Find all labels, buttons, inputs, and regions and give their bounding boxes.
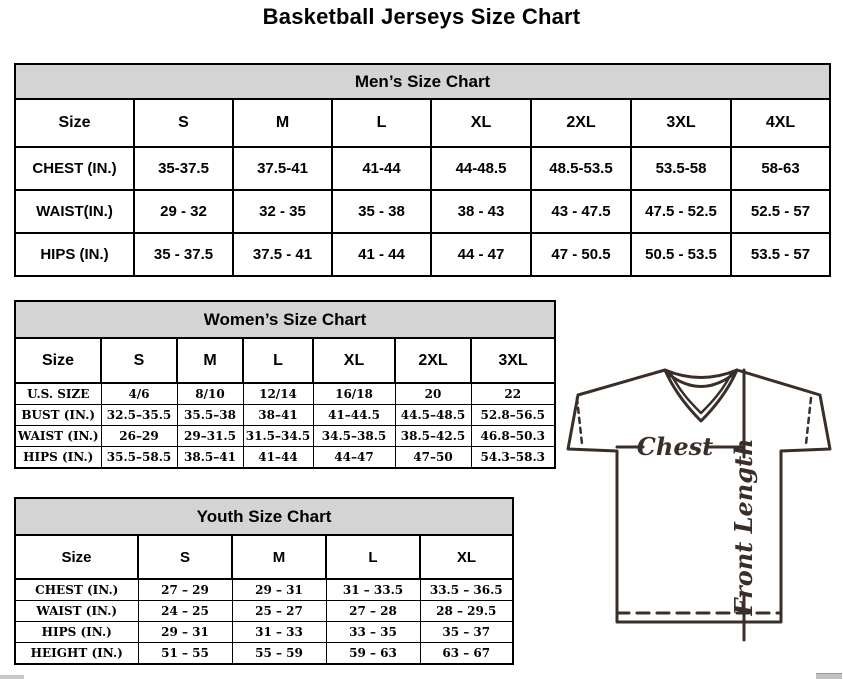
col-header: XL bbox=[420, 535, 513, 579]
right-cuff-dashed-seam bbox=[806, 398, 811, 444]
cell: 41–44.5 bbox=[313, 405, 395, 426]
cell: 28 – 29.5 bbox=[420, 601, 513, 622]
cell: 44.5–48.5 bbox=[395, 405, 471, 426]
cell: 37.5 - 41 bbox=[233, 233, 332, 276]
youth-size-chart-table bbox=[14, 497, 514, 665]
cell: 27 – 28 bbox=[326, 601, 420, 622]
cell: 35 - 37.5 bbox=[134, 233, 233, 276]
row-label: BUST (IN.) bbox=[15, 405, 101, 426]
cell: 52.8–56.5 bbox=[471, 405, 555, 426]
col-header: L bbox=[326, 535, 420, 579]
scrollbar-fragment-left[interactable] bbox=[0, 675, 24, 679]
cell: 35 - 38 bbox=[332, 190, 431, 233]
col-header: 3XL bbox=[471, 338, 555, 383]
size-header-cell: Size bbox=[15, 535, 138, 579]
table-row bbox=[15, 426, 555, 447]
column-header-row bbox=[15, 535, 513, 579]
cell: 33 – 35 bbox=[326, 622, 420, 643]
col-header: 3XL bbox=[631, 99, 731, 147]
cell: 31 – 33.5 bbox=[326, 579, 420, 601]
cell: 35.5–38 bbox=[177, 405, 243, 426]
cell: 44–47 bbox=[313, 447, 395, 469]
table-row bbox=[15, 383, 555, 405]
left-cuff-dashed-seam bbox=[577, 398, 582, 444]
col-header: S bbox=[134, 99, 233, 147]
cell: 35 – 37 bbox=[420, 622, 513, 643]
cell: 27 – 29 bbox=[138, 579, 232, 601]
cell: 59 – 63 bbox=[326, 643, 420, 665]
cell: 41–44 bbox=[243, 447, 313, 469]
row-label: HEIGHT (IN.) bbox=[15, 643, 138, 665]
cell: 12/14 bbox=[243, 383, 313, 405]
front-length-label: Front Length bbox=[729, 438, 758, 616]
jersey-collar-top-arc bbox=[665, 370, 737, 378]
column-header-row bbox=[15, 99, 830, 147]
table-row bbox=[15, 447, 555, 469]
jersey-measurement-diagram bbox=[555, 355, 843, 679]
col-header: S bbox=[101, 338, 177, 383]
cell: 47 - 50.5 bbox=[531, 233, 631, 276]
cell: 48.5-53.5 bbox=[531, 147, 631, 190]
row-label: WAIST (IN.) bbox=[15, 601, 138, 622]
cell: 26–29 bbox=[101, 426, 177, 447]
col-header: 2XL bbox=[395, 338, 471, 383]
cell: 47.5 - 52.5 bbox=[631, 190, 731, 233]
cell: 35.5–58.5 bbox=[101, 447, 177, 469]
cell: 51 – 55 bbox=[138, 643, 232, 665]
cell: 32.5–35.5 bbox=[101, 405, 177, 426]
cell: 55 – 59 bbox=[232, 643, 326, 665]
row-label: CHEST (IN.) bbox=[15, 147, 134, 190]
cell: 50.5 - 53.5 bbox=[631, 233, 731, 276]
cell: 53.5-58 bbox=[631, 147, 731, 190]
cell: 20 bbox=[395, 383, 471, 405]
mens-table-title: Men’s Size Chart bbox=[15, 64, 830, 99]
cell: 44 - 47 bbox=[431, 233, 531, 276]
cell: 53.5 - 57 bbox=[731, 233, 830, 276]
cell: 47–50 bbox=[395, 447, 471, 469]
cell: 29–31.5 bbox=[177, 426, 243, 447]
table-row bbox=[15, 579, 513, 601]
womens-size-chart-table bbox=[14, 300, 556, 469]
youth-table-title: Youth Size Chart bbox=[15, 498, 513, 535]
col-header: S bbox=[138, 535, 232, 579]
row-label: HIPS (IN.) bbox=[15, 233, 134, 276]
table-header-row bbox=[15, 64, 830, 99]
table-row bbox=[15, 622, 513, 643]
size-header-cell: Size bbox=[15, 338, 101, 383]
cell: 35-37.5 bbox=[134, 147, 233, 190]
table-row bbox=[15, 190, 830, 233]
row-label: CHEST (IN.) bbox=[15, 579, 138, 601]
table-header-row bbox=[15, 301, 555, 338]
chest-label: Chest bbox=[636, 432, 714, 461]
cell: 43 - 47.5 bbox=[531, 190, 631, 233]
cell: 34.5–38.5 bbox=[313, 426, 395, 447]
cell: 4/6 bbox=[101, 383, 177, 405]
col-header: M bbox=[177, 338, 243, 383]
row-label: WAIST(IN.) bbox=[15, 190, 134, 233]
col-header: M bbox=[233, 99, 332, 147]
cell: 38 - 43 bbox=[431, 190, 531, 233]
col-header: XL bbox=[431, 99, 531, 147]
cell: 41-44 bbox=[332, 147, 431, 190]
row-label: U.S. SIZE bbox=[15, 383, 101, 405]
col-header: 2XL bbox=[531, 99, 631, 147]
col-header: M bbox=[232, 535, 326, 579]
cell: 24 – 25 bbox=[138, 601, 232, 622]
cell: 29 – 31 bbox=[138, 622, 232, 643]
cell: 33.5 – 36.5 bbox=[420, 579, 513, 601]
cell: 54.3–58.3 bbox=[471, 447, 555, 469]
cell: 37.5-41 bbox=[233, 147, 332, 190]
cell: 16/18 bbox=[313, 383, 395, 405]
cell: 29 – 31 bbox=[232, 579, 326, 601]
column-header-row bbox=[15, 338, 555, 383]
womens-table-title: Women’s Size Chart bbox=[15, 301, 555, 338]
cell: 41 - 44 bbox=[332, 233, 431, 276]
col-header: 4XL bbox=[731, 99, 830, 147]
table-row bbox=[15, 233, 830, 276]
table-row bbox=[15, 405, 555, 426]
cell: 38.5–41 bbox=[177, 447, 243, 469]
cell: 22 bbox=[471, 383, 555, 405]
cell: 29 - 32 bbox=[134, 190, 233, 233]
row-label: HIPS (IN.) bbox=[15, 447, 101, 469]
cell: 52.5 - 57 bbox=[731, 190, 830, 233]
scrollbar-fragment-right[interactable] bbox=[816, 673, 842, 679]
col-header: L bbox=[332, 99, 431, 147]
table-header-row bbox=[15, 498, 513, 535]
cell: 63 – 67 bbox=[420, 643, 513, 665]
cell: 31 – 33 bbox=[232, 622, 326, 643]
table-row bbox=[15, 147, 830, 190]
table-row bbox=[15, 601, 513, 622]
cell: 44-48.5 bbox=[431, 147, 531, 190]
cell: 32 - 35 bbox=[233, 190, 332, 233]
cell: 58-63 bbox=[731, 147, 830, 190]
cell: 25 – 27 bbox=[232, 601, 326, 622]
cell: 31.5–34.5 bbox=[243, 426, 313, 447]
size-header-cell: Size bbox=[15, 99, 134, 147]
page-title: Basketball Jerseys Size Chart bbox=[262, 4, 581, 29]
cell: 46.8–50.3 bbox=[471, 426, 555, 447]
row-label: WAIST (IN.) bbox=[15, 426, 101, 447]
cell: 8/10 bbox=[177, 383, 243, 405]
jersey-outline bbox=[568, 370, 830, 622]
table-row bbox=[15, 643, 513, 665]
cell: 38–41 bbox=[243, 405, 313, 426]
cell: 38.5–42.5 bbox=[395, 426, 471, 447]
row-label: HIPS (IN.) bbox=[15, 622, 138, 643]
col-header: XL bbox=[313, 338, 395, 383]
col-header: L bbox=[243, 338, 313, 383]
mens-size-chart-table bbox=[14, 63, 831, 277]
